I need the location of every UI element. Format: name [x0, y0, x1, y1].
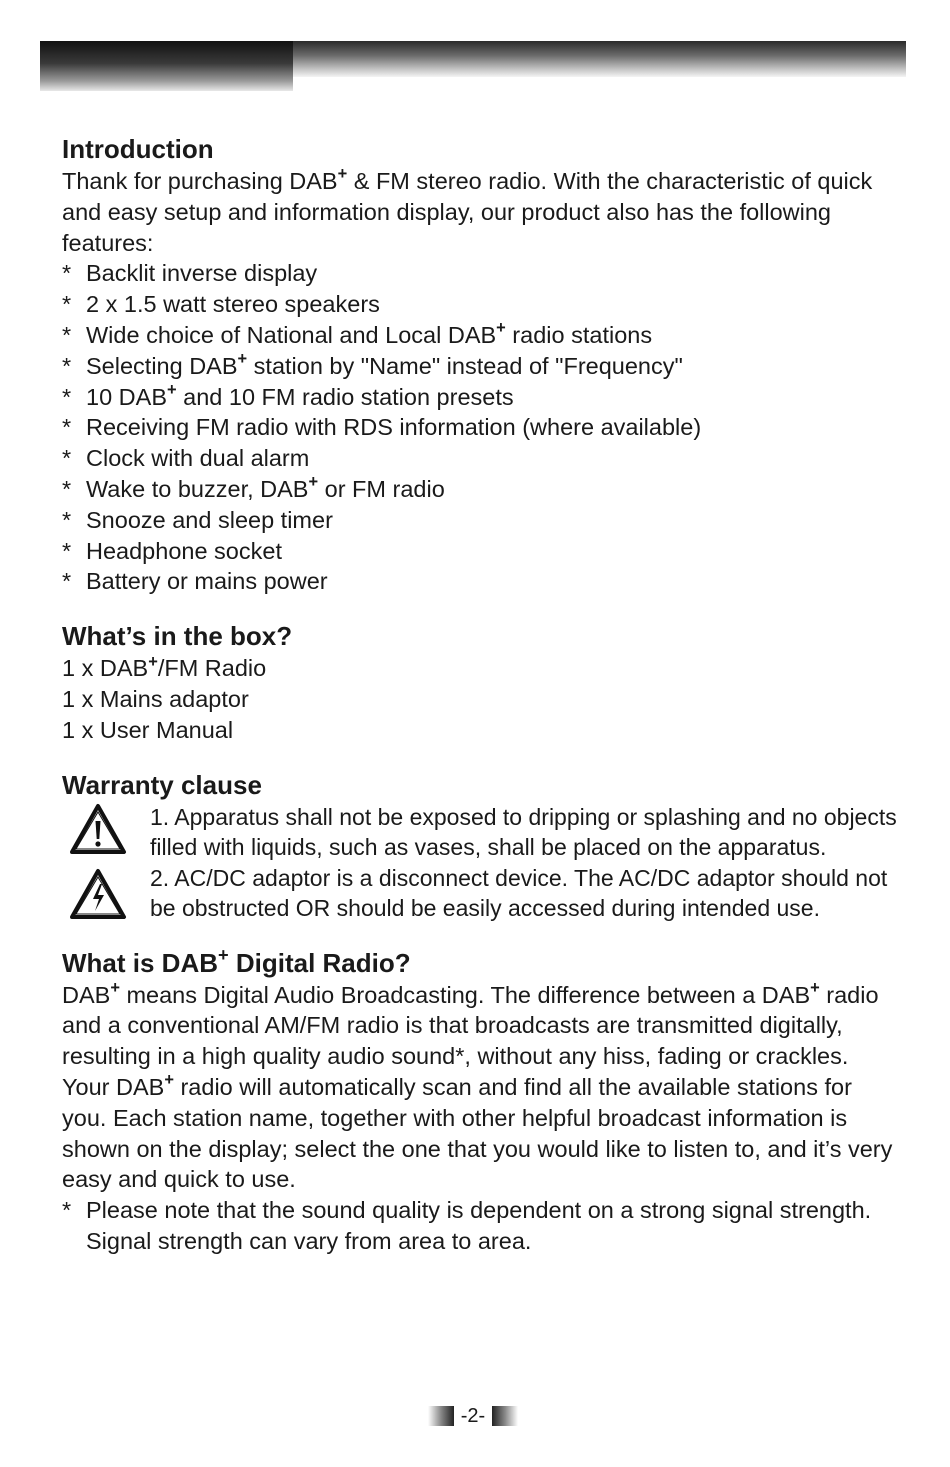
- electric-shock-warning-icon: [68, 867, 128, 921]
- box-item-adaptor: 1 x Mains adaptor: [62, 685, 249, 712]
- warranty-item-1: [62, 802, 902, 863]
- box-item-manual: 1 x User Manual: [62, 716, 234, 743]
- feature-item: * 10 DAB+ and 10 FM radio station presets: [62, 382, 902, 413]
- feature-item: * 2 x 1.5 watt stereo speakers: [62, 289, 902, 320]
- header-bar: [40, 41, 906, 91]
- introduction-section: [62, 132, 902, 597]
- dab-section: [62, 946, 902, 1257]
- feature-item: * Battery or mains power: [62, 566, 902, 597]
- warranty-item-2: [62, 863, 902, 924]
- feature-item: * Wake to buzzer, DAB+ or FM radio: [62, 474, 902, 505]
- page-number: -2-: [460, 1405, 486, 1427]
- feature-item: * Wide choice of National and Local DAB+ radio stations: [62, 320, 902, 351]
- introduction-heading: Introduction: [62, 134, 214, 164]
- feature-item: * Selecting DAB+ station by "Name" instead of "Frequency": [62, 351, 902, 382]
- feature-item: * Backlit inverse display: [62, 258, 902, 289]
- footer-right-gradient: [492, 1406, 518, 1426]
- warranty-item-1-text: 1. Apparatus shall not be exposed to dripping or splashing and no objects filled with liquids, such as vases, shall be placed on the apparatus.: [150, 803, 897, 861]
- warranty-item-2-text: 2. AC/DC adaptor is a disconnect device. The AC/DC adaptor should not be obstructed OR should be easily accessed during intended use.: [150, 864, 888, 922]
- footer-left-gradient: [428, 1406, 454, 1426]
- dab-heading: What is DAB+ Digital Radio?: [62, 944, 411, 978]
- feature-item: * Snooze and sleep timer: [62, 505, 902, 536]
- page-content: [62, 132, 902, 1257]
- dab-paragraph-2: Your DAB+ radio will automatically scan and find all the available stations for you. Each station name, together with other helpful broadcast information is shown on the display; select the one that you would like to listen to, and it’s very easy and quick to use.: [62, 1071, 893, 1193]
- note-text: Please note that the sound quality is dependent on a strong signal strength. Signal strength can vary from area to area.: [86, 1197, 872, 1254]
- exclamation-warning-icon: [68, 802, 128, 856]
- dab-paragraph-1: DAB+ means Digital Audio Broadcasting. The difference between a DAB+ radio and a conventional AM/FM radio is that broadcasts are transmitted digitally, resulting in a high quality audio sound*, without any hiss, fading or crackles.: [62, 978, 879, 1070]
- header-bar-dark-segment: [40, 41, 293, 91]
- box-contents-heading: What’s in the box?: [62, 621, 293, 652]
- box-item-radio: 1 x DAB+/FM Radio: [62, 652, 267, 682]
- note-asterisk: *: [62, 1197, 72, 1224]
- feature-item: * Receiving FM radio with RDS information (where available): [62, 412, 902, 443]
- feature-item: * Clock with dual alarm: [62, 443, 902, 474]
- feature-list: [62, 258, 902, 597]
- page-footer: [428, 1405, 518, 1427]
- introduction-paragraph: Thank for purchasing DAB+ & FM stereo radio. With the characteristic of quick and easy setup and information display, our product also has the following features:: [62, 165, 873, 256]
- warranty-section: [62, 768, 902, 924]
- dab-note: [62, 1195, 902, 1257]
- warranty-heading: Warranty clause: [62, 769, 262, 800]
- feature-item: * Headphone socket: [62, 536, 902, 567]
- box-contents-section: [62, 619, 902, 745]
- header-bar-light-segment: [293, 41, 906, 77]
